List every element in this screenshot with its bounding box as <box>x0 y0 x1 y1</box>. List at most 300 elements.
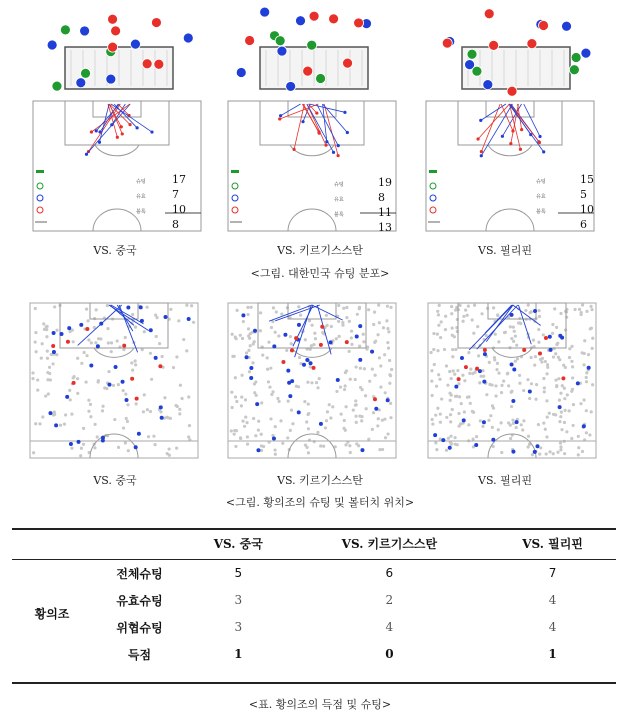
touch-dot <box>510 390 513 393</box>
touch-dot <box>68 389 71 392</box>
touch-dot <box>247 327 250 330</box>
touch-dot <box>537 341 540 344</box>
panel2-label: VS. 키르기스스탄 <box>277 474 363 487</box>
touch-blue <box>241 313 245 317</box>
touch-dot <box>46 378 49 381</box>
touch-red <box>475 367 479 371</box>
touch-dot <box>354 378 357 381</box>
shot-marker <box>296 16 306 26</box>
touch-dot <box>260 433 263 436</box>
touch-dot <box>579 402 582 405</box>
touch-dot <box>497 372 500 375</box>
touch-blue <box>358 358 362 362</box>
touch-dot <box>122 389 125 392</box>
touch-blue <box>52 331 56 335</box>
touch-dot <box>41 415 44 418</box>
touch-dot <box>304 444 307 447</box>
touch-dot <box>430 380 433 383</box>
stat-value: 5 <box>580 188 587 201</box>
touch-dot <box>494 384 497 387</box>
touch-dot <box>452 369 455 372</box>
touch-dot <box>544 428 547 431</box>
touch-dot <box>446 384 449 387</box>
touch-blue <box>245 355 249 359</box>
touch-dot <box>585 376 588 379</box>
touch-dot <box>298 356 301 359</box>
touch-dot <box>86 319 89 322</box>
touch-dot <box>450 394 453 397</box>
touch-dot <box>234 445 237 448</box>
shot-marker <box>484 9 494 19</box>
touch-dot <box>378 321 381 324</box>
touch-dot <box>47 392 50 395</box>
touch-dot <box>70 412 73 415</box>
touch-dot <box>355 442 358 445</box>
touch-dot <box>585 310 588 313</box>
touch-red <box>51 344 55 348</box>
touch-dot <box>358 306 361 309</box>
touch-dot <box>585 431 588 434</box>
touch-dot <box>180 397 183 400</box>
touch-blue <box>159 405 163 409</box>
touch-dot <box>116 339 119 342</box>
touch-blue <box>558 405 562 409</box>
touch-blue <box>256 448 260 452</box>
touch-dot <box>432 332 435 335</box>
touch-dot <box>374 374 377 377</box>
touch-blue <box>101 438 105 442</box>
stat-value: 6 <box>580 218 587 231</box>
touch-dot <box>182 338 185 341</box>
touch-dot <box>359 386 362 389</box>
touch-dot <box>587 353 590 356</box>
touch-dot <box>554 378 557 381</box>
touch-blue <box>249 366 253 370</box>
touch-dot <box>354 399 357 402</box>
touch-dot <box>34 422 37 425</box>
touch-dot <box>289 429 292 432</box>
touch-dot <box>315 381 318 384</box>
touch-dot <box>366 346 369 349</box>
shot-origin <box>501 135 504 138</box>
touch-dot <box>269 417 272 420</box>
touch-dot <box>149 410 152 413</box>
touch-dot <box>251 361 254 364</box>
touch-dot <box>248 337 251 340</box>
touch-blue <box>528 389 532 393</box>
touch-dot <box>461 320 464 323</box>
touch-dot <box>367 308 370 311</box>
touch-dot <box>431 394 434 397</box>
touch-dot <box>278 400 281 403</box>
touch-dot <box>310 381 313 384</box>
cell: 6 <box>290 559 490 587</box>
touch-blue <box>255 402 259 406</box>
touch-blue <box>511 399 515 403</box>
shot-origin <box>480 154 483 157</box>
touch-dot <box>518 382 521 385</box>
shot-origin <box>509 142 512 145</box>
touch-dot <box>376 424 379 427</box>
touch-dot <box>143 330 146 333</box>
shot-marker <box>275 36 285 46</box>
touch-dot <box>548 412 551 415</box>
touch-dot <box>331 405 334 408</box>
touch-dot <box>32 451 35 454</box>
shot-origin <box>278 117 281 120</box>
touch-dot <box>338 335 341 338</box>
touch-dot <box>187 395 190 398</box>
touch-dot <box>591 383 594 386</box>
touch-blue <box>515 420 519 424</box>
touch-dot <box>571 388 574 391</box>
touch-dot <box>141 348 144 351</box>
touch-dot <box>386 432 389 435</box>
touch-blue <box>140 319 144 323</box>
touch-dot <box>386 327 389 330</box>
touch-dot <box>535 383 538 386</box>
shot-marker <box>260 7 270 17</box>
touch-dot <box>163 396 166 399</box>
touch-dot <box>538 315 541 318</box>
touch-dot <box>122 426 125 429</box>
touch-dot <box>497 340 500 343</box>
touch-blue <box>121 380 125 384</box>
touch-dot <box>142 410 145 413</box>
figure1-caption: <그림. 대한민국 슈팅 분포> <box>250 267 390 280</box>
touch-dot <box>439 336 442 339</box>
touch-dot <box>242 320 245 323</box>
touch-dot <box>429 351 432 354</box>
touch-dot <box>308 319 311 322</box>
touch-dot <box>551 323 554 326</box>
touch-dot <box>516 357 519 360</box>
touch-dot <box>70 447 73 450</box>
touch-dot <box>83 351 86 354</box>
touch-red <box>135 397 139 401</box>
stat-value: 10 <box>172 203 186 216</box>
touch-dot <box>373 311 376 314</box>
touch-dot <box>96 435 99 438</box>
touch-dot <box>560 411 563 414</box>
touch-dot <box>259 329 262 332</box>
touch-dot <box>448 370 451 373</box>
touch-dot <box>385 319 388 322</box>
touch-blue <box>125 398 129 402</box>
touch-dot <box>71 329 74 332</box>
touch-dot <box>461 374 464 377</box>
touch-dot <box>44 394 47 397</box>
touch-dot <box>561 384 564 387</box>
touch-blue <box>107 383 111 387</box>
touch-dot <box>585 409 588 412</box>
touch-dot <box>281 442 284 445</box>
touch-blue <box>491 438 495 442</box>
shot-marker <box>47 40 57 50</box>
touch-dot <box>34 331 37 334</box>
panel1-label: VS. 중국 <box>93 244 137 257</box>
touch-dot <box>131 313 134 316</box>
touch-dot <box>527 435 530 438</box>
touch-dot <box>507 421 510 424</box>
touch-dot <box>69 398 72 401</box>
cell: 7 <box>489 559 616 587</box>
touch-dot <box>534 355 537 358</box>
touch-dot <box>174 404 177 407</box>
touch-dot <box>359 367 362 370</box>
touch-dot <box>557 377 560 380</box>
touch-dot <box>269 367 272 370</box>
touch-blue <box>533 450 537 454</box>
touch-dot <box>241 337 244 340</box>
stat-value: 7 <box>172 188 179 201</box>
legend-goal <box>429 170 437 173</box>
stat-label: 블록 <box>334 212 344 218</box>
touch-dot <box>497 428 500 431</box>
touch-red <box>544 336 548 340</box>
touch-blue <box>512 367 516 371</box>
touch-dot <box>571 376 574 379</box>
figure2-caption: <그림. 황의조의 슈팅 및 볼터치 위치> <box>225 496 415 509</box>
touch-dot <box>273 448 276 451</box>
shot-origin <box>318 132 321 135</box>
touch-dot <box>558 399 561 402</box>
touch-dot <box>268 385 271 388</box>
touch-dot <box>433 363 436 366</box>
touch-dot <box>556 451 559 454</box>
touch-dot <box>310 324 313 327</box>
touch-dot <box>80 362 83 365</box>
touch-blue <box>187 317 191 321</box>
touch-dot <box>493 358 496 361</box>
touch-dot <box>271 390 274 393</box>
touch-dot <box>112 384 115 387</box>
touch-dot <box>378 356 381 359</box>
shot-origin <box>479 119 482 122</box>
touch-blue <box>297 323 301 327</box>
touch-dot <box>143 393 146 396</box>
shot-marker <box>329 14 339 24</box>
touch-dot <box>345 405 348 408</box>
touch-dot <box>134 326 137 329</box>
touch-dot <box>435 385 438 388</box>
touch-blue <box>549 348 553 352</box>
touch-dot <box>316 386 319 389</box>
touch-dot <box>454 436 457 439</box>
touch-dot <box>552 355 555 358</box>
touch-dot <box>230 429 233 432</box>
touch-dot <box>381 448 384 451</box>
touch-dot <box>512 422 515 425</box>
touch-dot <box>134 363 137 366</box>
shot-origin <box>120 125 123 128</box>
touch-dot <box>285 349 288 352</box>
touch-dot <box>455 395 458 398</box>
touch-blue <box>483 352 487 356</box>
touch-dot <box>46 371 49 374</box>
touch-dot <box>430 369 433 372</box>
shot-marker <box>80 26 90 36</box>
touch-dot <box>87 410 90 413</box>
touch-dot <box>76 377 79 380</box>
touch-red <box>130 377 134 381</box>
touch-dot <box>546 416 549 419</box>
table-row <box>12 614 616 641</box>
touch-dot <box>431 422 434 425</box>
touch-dot <box>117 446 120 449</box>
touch-dot <box>276 397 279 400</box>
touch-dot <box>440 320 443 323</box>
touch-dot <box>31 377 34 380</box>
touch-dot <box>543 390 546 393</box>
shot-marker <box>581 48 591 58</box>
touch-dot <box>234 395 237 398</box>
touch-red <box>312 366 316 370</box>
touch-dot <box>335 390 338 393</box>
touch-dot <box>387 330 390 333</box>
touch-dot <box>563 397 566 400</box>
touch-dot <box>443 348 446 351</box>
touch-red <box>290 348 294 352</box>
touch-blue <box>462 418 466 422</box>
touch-dot <box>500 451 503 454</box>
touch-dot <box>322 445 325 448</box>
touch-dot <box>562 364 565 367</box>
touch-dot <box>328 403 331 406</box>
touch-dot <box>542 333 545 336</box>
touch-dot <box>322 331 325 334</box>
touch-dot <box>538 453 541 456</box>
touch-dot <box>155 335 158 338</box>
touch-dot <box>310 344 313 347</box>
touch-dot <box>124 441 127 444</box>
touch-dot <box>463 379 466 382</box>
touch-dot <box>502 380 505 383</box>
touch-blue <box>160 416 164 420</box>
touch-dot <box>559 312 562 315</box>
touch-dot <box>530 382 533 385</box>
touch-dot <box>316 431 319 434</box>
cell: 0 <box>385 647 394 661</box>
touch-dot <box>274 331 277 334</box>
touch-dot <box>124 336 127 339</box>
touch-dot <box>135 402 138 405</box>
touch-dot <box>175 447 178 450</box>
touch-dot <box>274 425 277 428</box>
touch-blue <box>360 448 364 452</box>
touch-dot <box>458 425 461 428</box>
touch-blue <box>126 305 130 309</box>
touch-dot <box>89 415 92 418</box>
touch-dot <box>439 412 442 415</box>
touch-dot <box>451 408 454 411</box>
shot-marker <box>539 20 549 30</box>
shot-marker <box>52 81 62 91</box>
touch-dot <box>319 444 322 447</box>
touch-dot <box>240 404 243 407</box>
touch-dot <box>85 308 88 311</box>
touch-dot <box>387 347 390 350</box>
touch-dot <box>239 436 242 439</box>
touch-blue <box>67 326 71 330</box>
touch-dot <box>178 412 181 415</box>
touch-dot <box>458 304 461 307</box>
cell: 4 <box>548 620 557 634</box>
touch-blue <box>137 432 141 436</box>
touch-dot <box>577 453 580 456</box>
touch-dot <box>348 320 351 323</box>
column-header: VS. 중국 <box>213 537 263 552</box>
touch-dot <box>491 426 494 429</box>
touch-blue <box>511 450 515 454</box>
touch-blue <box>374 407 378 411</box>
touch-dot <box>59 424 62 427</box>
cell: 1 <box>548 647 557 661</box>
touch-dot <box>583 398 586 401</box>
touch-dot <box>345 306 348 309</box>
touch-dot <box>185 304 188 307</box>
touch-dot <box>491 404 494 407</box>
touch-dot <box>275 310 278 313</box>
touch-dot <box>447 437 450 440</box>
shot-origin <box>325 140 328 143</box>
touch-dot <box>435 448 438 451</box>
touch-dot <box>444 315 447 318</box>
touch-dot <box>76 392 79 395</box>
touch-dot <box>554 352 557 355</box>
touch-dot <box>358 414 361 417</box>
touch-dot <box>464 308 467 311</box>
touch-dot <box>449 435 452 438</box>
touch-dot <box>342 427 345 430</box>
touch-dot <box>252 417 255 420</box>
touch-dot <box>386 341 389 344</box>
touch-dot <box>274 453 277 456</box>
touch-dot <box>127 449 130 452</box>
touch-blue <box>460 356 464 360</box>
touch-dot <box>487 419 490 422</box>
touch-blue <box>253 329 257 333</box>
touch-blue <box>114 365 118 369</box>
touch-dot <box>552 452 555 455</box>
touch-dot <box>345 369 348 372</box>
touch-map-panel <box>30 303 198 458</box>
touch-blue <box>59 332 63 336</box>
touch-dot <box>178 408 181 411</box>
touch-dot <box>383 353 386 356</box>
touch-dot <box>280 313 283 316</box>
shot-marker <box>343 58 353 68</box>
touch-dot <box>589 327 592 330</box>
touch-dot <box>324 426 327 429</box>
touch-dot <box>254 434 257 437</box>
touch-dot <box>64 413 67 416</box>
stat-value: 17 <box>172 173 186 186</box>
touch-dot <box>287 400 290 403</box>
stat-value: 10 <box>580 203 594 216</box>
touch-dot <box>478 381 481 384</box>
table-bottom-rule <box>12 682 616 684</box>
touch-dot <box>377 417 380 420</box>
touch-dot <box>360 419 363 422</box>
touch-blue <box>309 361 313 365</box>
pitch-outline <box>30 303 198 458</box>
touch-dot <box>266 356 269 359</box>
shooting-table <box>12 529 616 668</box>
touch-blue <box>433 433 437 437</box>
touch-dot <box>513 330 516 333</box>
touch-dot <box>307 427 310 430</box>
